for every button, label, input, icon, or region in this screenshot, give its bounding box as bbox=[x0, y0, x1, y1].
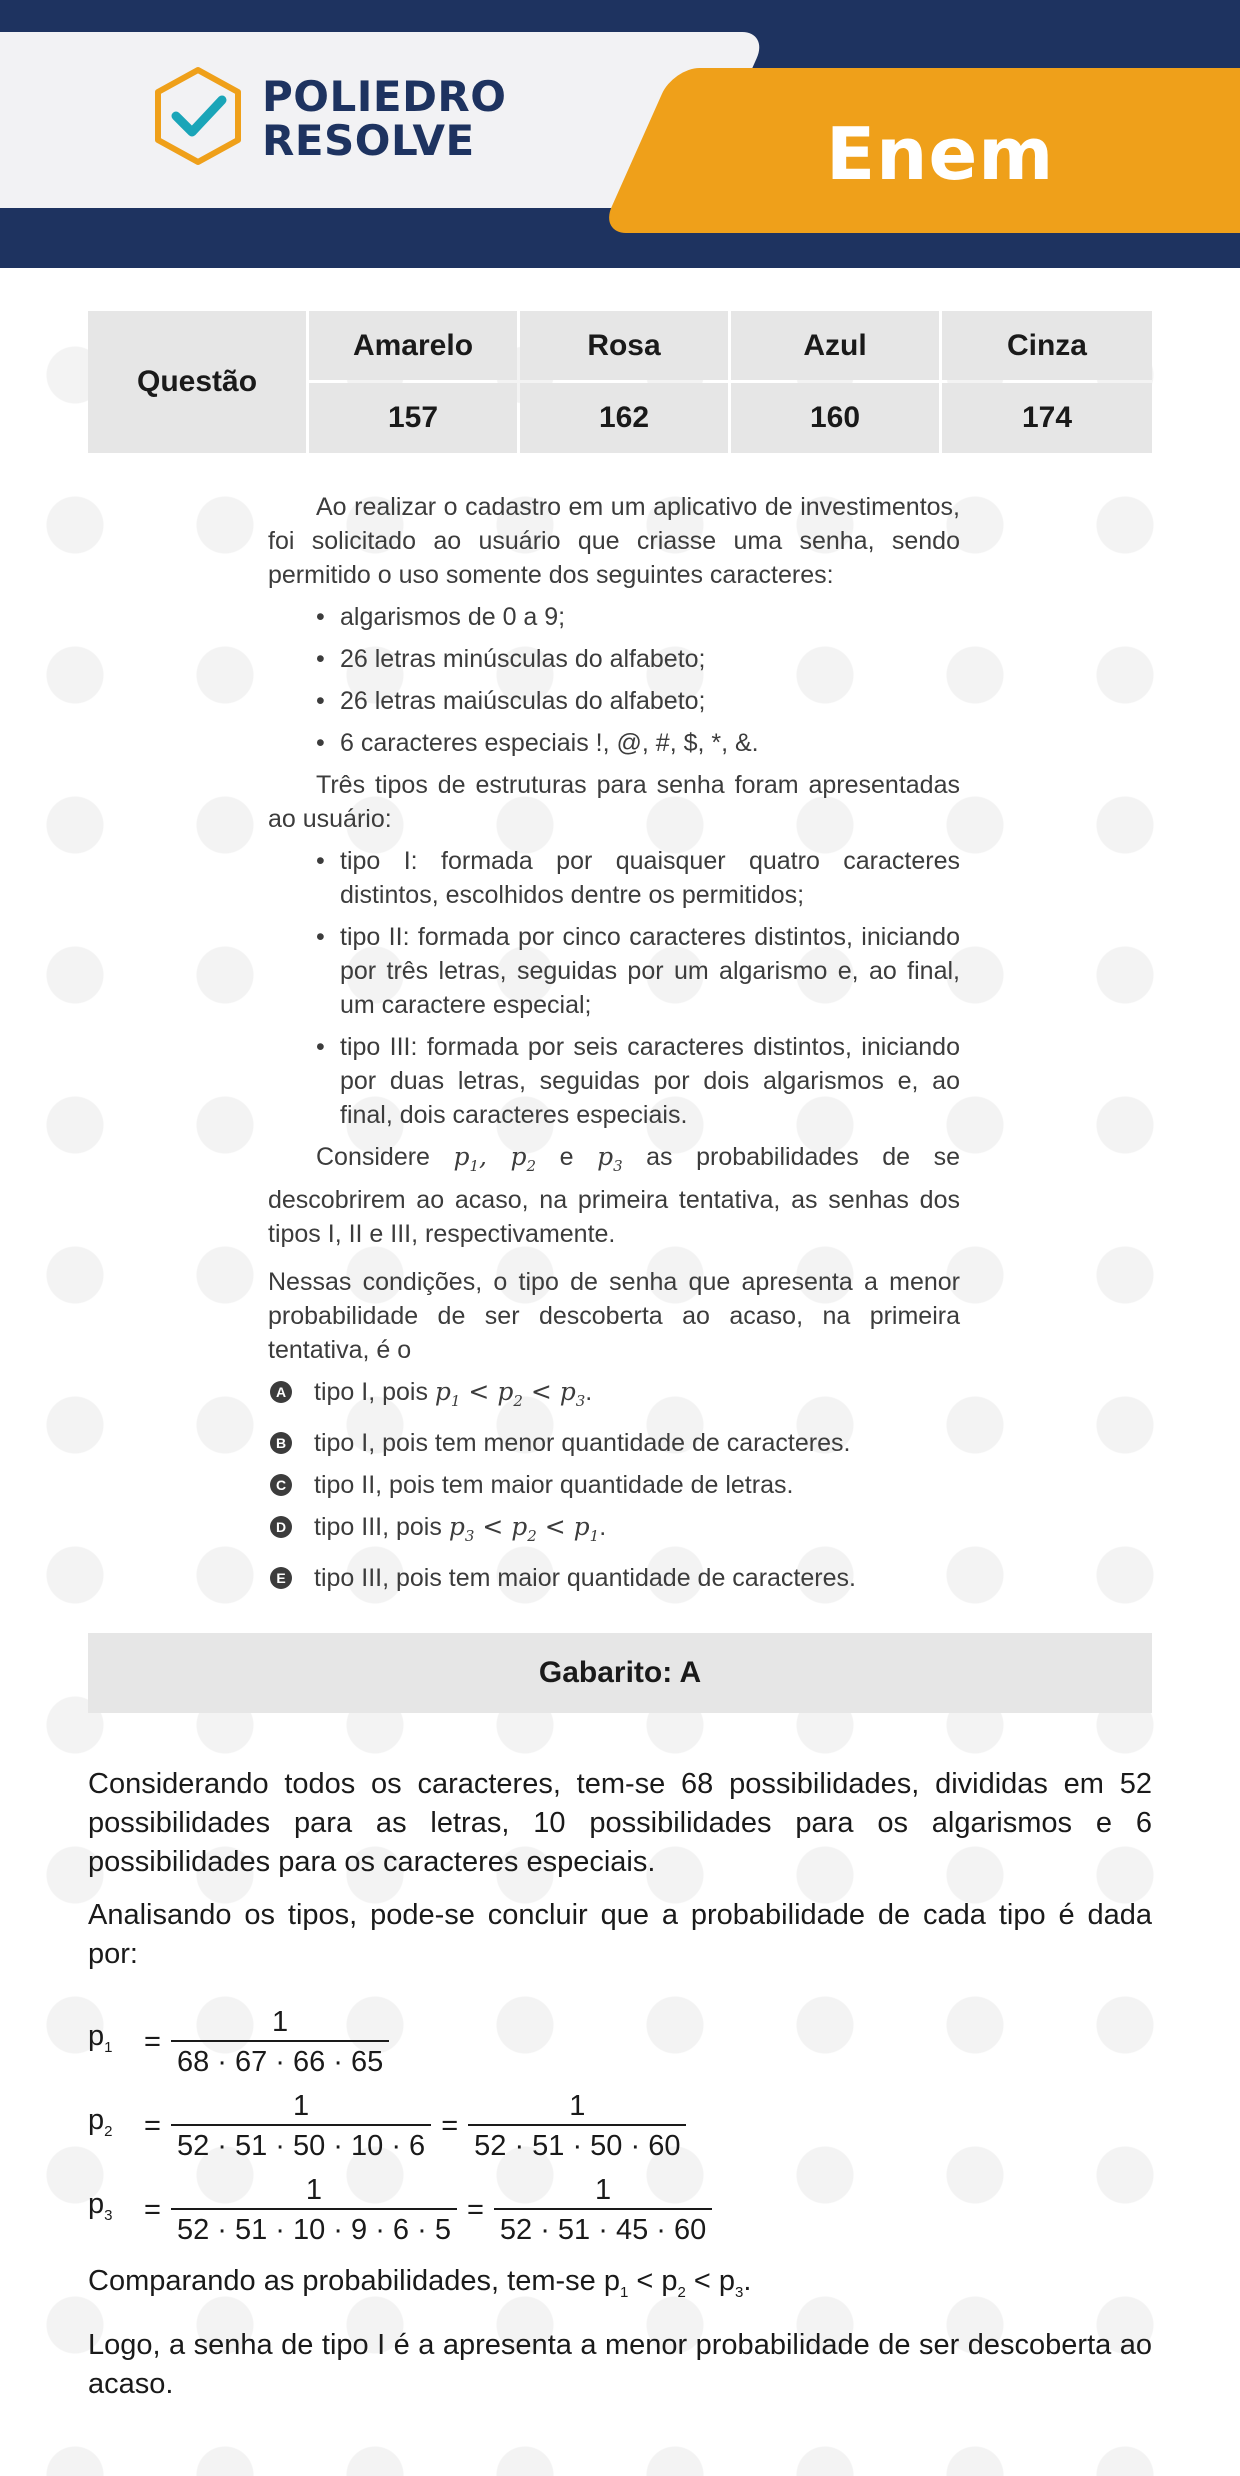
question-intro: Ao realizar o cadastro em um aplicativo de investimentos, foi solicitado ao usuário que criasse uma senha, sendo permitido o uso somente dos seguintes caracteres: bbox=[268, 493, 960, 589]
solution-conclusion: Logo, a senha de tipo I é a apresenta a menor probabilidade de ser descoberta ao acaso. bbox=[88, 2328, 1152, 2400]
table-color-amarelo: Amarelo bbox=[309, 311, 517, 380]
exam-title: Enem bbox=[826, 112, 1055, 196]
question-statement bbox=[268, 490, 960, 1595]
question-prompt: Nessas condições, o tipo de senha que apresenta a menor probabilidade de ser descoberta ao acaso, na primeira tentativa, é o bbox=[268, 1268, 960, 1364]
page-header bbox=[0, 0, 1240, 268]
char-list-item: • 6 caracteres especiais !, @, #, $, *, &. bbox=[268, 726, 960, 760]
option-letter-badge: E bbox=[270, 1567, 292, 1589]
question-number-table bbox=[88, 311, 1152, 453]
solution-paragraph-1: Considerando todos os caracteres, tem-se 68 possibilidades, divididas em 52 possibilidades para as letras, 10 possibilidades para os algarismos e 6 possibilidades para os caracteres especiais. bbox=[88, 1768, 1152, 1878]
check-shield-icon bbox=[152, 66, 244, 166]
table-number-cinza: 174 bbox=[942, 383, 1152, 453]
bullet-icon: • bbox=[316, 923, 325, 951]
option-c[interactable]: C tipo II, pois tem maior quantidade de letras. bbox=[268, 1468, 960, 1502]
char-list-item: • 26 letras minúsculas do alfabeto; bbox=[268, 642, 960, 676]
solution-paragraph-2: Analisando os tipos, pode-se concluir que a probabilidade de cada tipo é dada por: bbox=[88, 1899, 1152, 1970]
type-list-item: • tipo I: formada por quaisquer quatro caracteres distintos, escolhidos dentre os permitidos; bbox=[268, 844, 960, 912]
table-color-rosa: Rosa bbox=[520, 311, 728, 380]
bullet-icon: • bbox=[316, 603, 325, 631]
option-letter-badge: B bbox=[270, 1432, 292, 1454]
option-e[interactable]: E tipo III, pois tem maior quantidade de caracteres. bbox=[268, 1561, 960, 1595]
type-list-item: • tipo II: formada por cinco caracteres distintos, iniciando por três letras, seguidas por um algarismo e, ao final, um caractere especial; bbox=[268, 920, 960, 1022]
option-b[interactable]: B tipo I, pois tem menor quantidade de caracteres. bbox=[268, 1426, 960, 1460]
solution-paragraph-3: Comparando as probabilidades, tem-se $p_1 < p_2 < p_3$. bbox=[88, 2265, 752, 2301]
char-list-item: • 26 letras maiúsculas do alfabeto; bbox=[268, 684, 960, 718]
table-number-amarelo: 157 bbox=[309, 383, 517, 453]
bullet-icon: • bbox=[316, 1033, 325, 1061]
equation-p2: $p_2$ = $\frac{1}{52 \cdot 51 \cdot 50 \cdot 10 \cdot 6}$ = $\frac{1}{52 \cdot 51 \cdot 50 \cdot 60}$ bbox=[88, 2084, 1152, 2168]
bullet-icon: • bbox=[316, 687, 325, 715]
option-letter-badge: A bbox=[270, 1381, 292, 1403]
table-color-cinza: Cinza bbox=[942, 311, 1152, 380]
bullet-icon: • bbox=[316, 645, 325, 673]
table-color-azul: Azul bbox=[731, 311, 939, 380]
consider-paragraph: Considere $p_1$, $p_2$ e $p_3$ as probabilidades de se descobrirem ao acaso, na primeira tentativa, as senhas dos tipos I, II e III, respectivamente. bbox=[268, 1142, 960, 1248]
option-d[interactable]: D tipo III, pois $p_3 < p_2 < p_1$. bbox=[268, 1510, 960, 1553]
bullet-icon: • bbox=[316, 847, 325, 875]
brand-name-line2: RESOLVE bbox=[262, 116, 475, 165]
answer-key-banner: Gabarito: A bbox=[88, 1633, 1152, 1713]
type-list-item: • tipo III: formada por seis caracteres distintos, iniciando por duas letras, seguidas por dois algarismos e, ao final, dois caracteres especiais. bbox=[268, 1030, 960, 1132]
brand-name-line1: POLIEDRO bbox=[262, 72, 507, 121]
option-letter-badge: C bbox=[270, 1474, 292, 1496]
types-intro: Três tipos de estruturas para senha foram apresentadas ao usuário: bbox=[268, 771, 960, 833]
bullet-icon: • bbox=[316, 729, 325, 757]
table-number-azul: 160 bbox=[731, 383, 939, 453]
equation-p3: $p_3$ = $\frac{1}{52 \cdot 51 \cdot 10 \cdot 9 \cdot 6 \cdot 5}$ = $\frac{1}{52 \cdot 51 \cdot 45 \cdot 60}$ bbox=[88, 2168, 1152, 2252]
option-letter-badge: D bbox=[270, 1516, 292, 1538]
equation-p1: $p_1$ = $\frac{1}{68 \cdot 67 \cdot 66 \cdot 65}$ bbox=[88, 2000, 1152, 2084]
char-list-item: • algarismos de 0 a 9; bbox=[268, 600, 960, 634]
table-header-questao: Questão bbox=[88, 311, 306, 453]
solution-section bbox=[88, 1765, 1152, 2404]
option-a[interactable]: A tipo I, pois $p_1 < p_2 < p_3$. bbox=[268, 1375, 960, 1418]
table-number-rosa: 162 bbox=[520, 383, 728, 453]
